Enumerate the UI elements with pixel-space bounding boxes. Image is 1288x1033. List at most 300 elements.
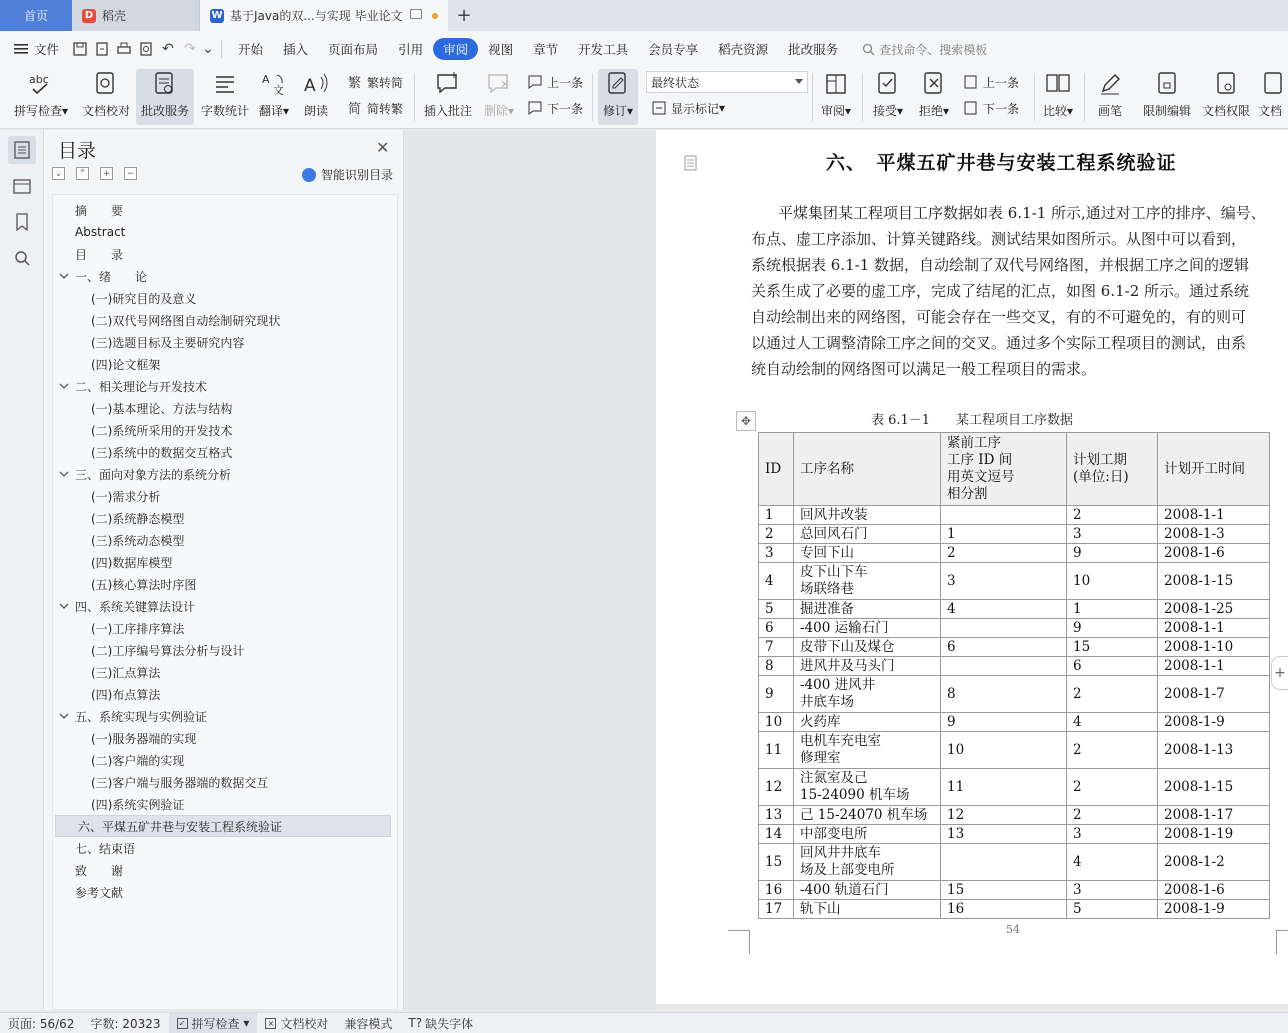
print-preview-icon[interactable]: [135, 38, 157, 60]
document-more-label: 文档: [1258, 104, 1283, 118]
daoke-logo-icon: D: [82, 9, 96, 23]
table-cell: 11: [941, 769, 1067, 806]
table-cell: 4: [1067, 844, 1158, 881]
table-header-row: [759, 433, 1270, 506]
trad-to-simp-button[interactable]: [346, 72, 403, 92]
paragraph-line: 布点、虚工序添加、计算关键路线。测试结果如图所示。从图中可以看到，: [751, 230, 1247, 248]
tab-home-label: 首页: [23, 9, 48, 23]
prev-comment-button[interactable]: [526, 72, 583, 92]
proofread-button[interactable]: [78, 69, 134, 125]
table-cell: 13: [941, 825, 1067, 844]
toc-item[interactable]: [53, 617, 389, 639]
process-data-table: [758, 432, 1270, 919]
menu-correction[interactable]: [778, 38, 848, 60]
table-cell: 2008-1-1: [1158, 657, 1270, 676]
table-cell: 2: [1067, 769, 1158, 806]
table-cell: 13: [759, 806, 794, 825]
accept-label: 接受▾: [872, 104, 904, 118]
toc-item[interactable]: [53, 221, 389, 243]
translate-label: 翻译▾: [258, 104, 290, 118]
show-markup-button[interactable]: 显示标记 ▾: [650, 98, 725, 118]
menu-view[interactable]: [478, 38, 523, 60]
toc-item-label: (二)系统所采用的开发技术: [91, 423, 233, 438]
missing-font-label: 缺失字体: [425, 1016, 474, 1031]
toc-item[interactable]: [53, 265, 389, 287]
table-row: [759, 900, 1270, 919]
ribbon-separator: [414, 73, 415, 121]
svg-text:繁: 繁: [348, 76, 362, 90]
accept-icon: [873, 69, 903, 99]
toc-item[interactable]: [53, 309, 389, 331]
table-cell: 4: [941, 600, 1067, 619]
toc-item[interactable]: [53, 529, 389, 551]
menu-layout[interactable]: [318, 38, 388, 60]
more-quick-icon[interactable]: ⌄: [202, 41, 214, 57]
tab-document-label: 基于Java的双...与实现 毕业论文: [230, 9, 403, 23]
toc-item[interactable]: [53, 859, 389, 881]
delete-comment-label: 删除▾: [483, 104, 515, 118]
table-cell: 2: [1067, 676, 1158, 713]
toc-item[interactable]: [53, 375, 389, 397]
document-permission-label: 文档权限: [1201, 104, 1250, 118]
correction-service-button[interactable]: [136, 69, 194, 125]
table-cell: 2008-1-13: [1158, 732, 1270, 769]
table-cell: 3: [759, 544, 794, 563]
table-cell: 2008-1-6: [1158, 881, 1270, 900]
toc-item[interactable]: [53, 595, 389, 617]
toc-item[interactable]: [53, 353, 389, 375]
table-cell: 5: [759, 600, 794, 619]
toc-item[interactable]: [53, 639, 389, 661]
toc-item-label: 目 录: [75, 247, 124, 262]
table-cell: [941, 619, 1067, 638]
table-cell: 3: [1067, 825, 1158, 844]
page-number: 54: [1006, 923, 1020, 936]
accept-button[interactable]: [868, 69, 908, 125]
font-icon: T?: [408, 1016, 423, 1030]
prev-change-label: 上一条: [983, 75, 1020, 90]
spell-check-button[interactable]: [10, 69, 72, 125]
expand-right-panel-button[interactable]: +: [1271, 656, 1288, 690]
prev-change-button[interactable]: [962, 72, 1019, 92]
find-icon[interactable]: [8, 244, 36, 272]
table-cell: 1: [1067, 600, 1158, 619]
chevron-down-icon[interactable]: [59, 469, 69, 479]
document-more-icon: [1258, 69, 1288, 99]
paragraph-line: 以通过人工调整清除工序之间的交叉。通过多个实际工程项目的测试，由系: [751, 334, 1247, 352]
table-cell: 2008-1-1: [1158, 619, 1270, 638]
correction-service-icon: [150, 69, 180, 99]
table-row: [759, 544, 1270, 563]
table-cell: 火药库: [794, 713, 941, 732]
save-icon[interactable]: [69, 38, 91, 60]
table-cell: 9: [759, 676, 794, 713]
toc-list: [52, 194, 398, 1010]
toc-item-label: (三)汇点算法: [91, 665, 161, 680]
translate-button[interactable]: [256, 69, 292, 125]
toc-item[interactable]: [53, 683, 389, 705]
export-pdf-icon[interactable]: [91, 38, 113, 60]
toc-item[interactable]: [53, 485, 389, 507]
chevron-down-icon[interactable]: [59, 601, 69, 611]
track-changes-icon: [603, 69, 633, 99]
toc-item-label: (三)选题目标及主要研究内容: [91, 335, 245, 350]
menu-review[interactable]: [433, 38, 478, 60]
table-cell: 回风井改装: [794, 506, 941, 525]
undo-icon[interactable]: ↶: [162, 41, 174, 57]
chevron-down-icon[interactable]: [59, 381, 69, 391]
toc-item[interactable]: [53, 331, 389, 353]
table-cell: 皮带下山及煤仓: [794, 638, 941, 657]
toc-nav-icon[interactable]: [8, 136, 36, 164]
plus-icon: +: [456, 5, 472, 26]
delete-comment-button[interactable]: [480, 69, 518, 125]
collapse-all-icon[interactable]: ⌄: [52, 167, 65, 180]
table-row: [759, 881, 1270, 900]
toc-item[interactable]: [53, 419, 389, 441]
page-indicator[interactable]: [0, 1013, 82, 1033]
toc-item[interactable]: [53, 749, 389, 771]
svg-text:A: A: [304, 76, 316, 96]
table-cell: 9: [941, 713, 1067, 732]
menu-start[interactable]: [228, 38, 273, 60]
simp-to-trad-label: 简转繁: [367, 101, 404, 116]
menu-bar: [0, 31, 1288, 67]
table-row: [759, 563, 1270, 600]
menu-devtools[interactable]: [568, 38, 638, 60]
toc-item[interactable]: [53, 507, 389, 529]
table-cell: [941, 844, 1067, 881]
table-cell: 进风井及马头门: [794, 657, 941, 676]
crop-mark: [1276, 930, 1288, 954]
tab-document[interactable]: [200, 0, 448, 31]
toc-item[interactable]: [53, 287, 389, 309]
review-ribbon: [0, 67, 1288, 129]
compare-label: 比较▾: [1042, 104, 1074, 118]
table-cell: 总回风石门: [794, 525, 941, 544]
new-tab-button[interactable]: [448, 0, 480, 31]
insert-comment-button[interactable]: [420, 69, 476, 125]
document-permission-icon: [1211, 69, 1241, 99]
toc-item-label: (三)系统中的数据交互格式: [91, 445, 233, 460]
chapter-nav-icon[interactable]: [8, 172, 36, 200]
ribbon-separator: [862, 73, 863, 121]
check-icon: ✓: [177, 1018, 188, 1029]
paragraph-line: 平煤集团某工程项目工序数据如表 6.1-1 所示,通过对工序的排序、编号、: [778, 204, 1266, 222]
toc-item[interactable]: [53, 199, 389, 221]
menu-member-label: 会员专享: [648, 42, 699, 57]
table-row: [759, 657, 1270, 676]
toc-item[interactable]: [53, 727, 389, 749]
table-cell: 1: [941, 525, 1067, 544]
toc-item-label: (一)研究目的及意义: [91, 291, 197, 306]
menu-chapter[interactable]: [523, 38, 568, 60]
table-row: [759, 732, 1270, 769]
correction-service-label: 批改服务: [140, 104, 189, 118]
table-cell: 5: [1067, 900, 1158, 919]
tab-bar: [0, 0, 1288, 31]
table-row: [759, 676, 1270, 713]
table-cell: 17: [759, 900, 794, 919]
left-nav-bar: [0, 130, 44, 1010]
table-move-handle[interactable]: ✥: [736, 411, 756, 431]
toc-item-label: 参考文献: [75, 885, 124, 900]
table-row: [759, 619, 1270, 638]
document-page: [656, 130, 1288, 1004]
menu-review-label: 审阅: [443, 42, 469, 57]
markup-state-select[interactable]: [646, 71, 808, 93]
markup-state-value: 最终状态: [651, 75, 700, 90]
show-markup-icon: [650, 99, 668, 117]
toc-item-label: 七、结束语: [75, 841, 136, 856]
command-search[interactable]: [862, 41, 987, 58]
table-cell: 专回下山: [794, 544, 941, 563]
bookmark-icon[interactable]: [8, 208, 36, 236]
monitor-icon[interactable]: [410, 9, 422, 19]
crop-mark: [728, 930, 750, 954]
menu-insert-label: 插入: [283, 42, 309, 57]
expand-up-icon[interactable]: ⌃: [76, 167, 89, 180]
reject-icon: [919, 69, 949, 99]
proofread-icon: [91, 69, 121, 99]
table-cell: 6: [759, 619, 794, 638]
table-cell: 6: [1067, 657, 1158, 676]
table-cell: 2008-1-17: [1158, 806, 1270, 825]
table-cell: 15: [759, 844, 794, 881]
table-header-cell: 工序名称: [794, 433, 941, 506]
toc-panel: [44, 130, 404, 1010]
table-cell: 2008-1-1: [1158, 506, 1270, 525]
menu-layout-label: 页面布局: [328, 42, 379, 57]
pen-button[interactable]: [1090, 69, 1130, 125]
table-cell: 8: [759, 657, 794, 676]
missing-font[interactable]: [400, 1013, 481, 1033]
table-cell: 10: [941, 732, 1067, 769]
toc-item-label: 一、绪 论: [75, 269, 148, 284]
toc-item-label: 四、系统关键算法设计: [75, 599, 196, 614]
menu-references-label: 引用: [398, 42, 424, 57]
word-count-button[interactable]: [198, 69, 252, 125]
table-cell: -400 轨道石门: [794, 881, 941, 900]
table-cell: 2: [1067, 806, 1158, 825]
chevron-down-icon: [795, 79, 803, 84]
table-cell: 2008-1-25: [1158, 600, 1270, 619]
toc-item[interactable]: [53, 573, 389, 595]
table-cell: 12: [941, 806, 1067, 825]
toc-item[interactable]: [53, 243, 389, 265]
spell-check-icon: [26, 69, 56, 99]
toc-item-label: 摘 要: [75, 203, 124, 218]
toc-item-label: (三)系统动态模型: [91, 533, 185, 548]
proofread-small-icon: ×: [265, 1018, 276, 1029]
toc-item-label: (二)工序编号算法分析与设计: [91, 643, 245, 658]
toc-item[interactable]: [53, 793, 389, 815]
document-more-button[interactable]: [1258, 69, 1288, 125]
table-cell: 15: [1067, 638, 1158, 657]
paragraph-line: 自动绘制出来的网络图，可能会存在一些交叉，有的不可避免的，有的则可: [751, 308, 1247, 326]
reject-button[interactable]: [914, 69, 954, 125]
ribbon-separator: [1034, 73, 1035, 121]
simp-to-trad-button[interactable]: [346, 98, 403, 118]
word-count-label: 字数统计: [200, 104, 249, 118]
toc-item[interactable]: [55, 815, 391, 837]
add-level-icon[interactable]: +: [100, 167, 113, 180]
chevron-down-icon[interactable]: [59, 271, 69, 281]
toc-item[interactable]: [53, 441, 389, 463]
toc-item[interactable]: [53, 705, 389, 727]
compare-icon: [1043, 69, 1073, 99]
toc-item-label: (三)客户端与服务器端的数据交互: [91, 775, 269, 790]
toc-item-label: 致 谢: [75, 863, 124, 878]
menu-chapter-label: 章节: [533, 42, 559, 57]
trad-simp-icon: [346, 73, 364, 91]
table-header-cell: 计划开工时间: [1158, 433, 1270, 506]
table-row: [759, 769, 1270, 806]
table-row: [759, 638, 1270, 657]
compat-mode-label: 兼容模式: [344, 1016, 393, 1031]
menu-view-label: 视图: [488, 42, 514, 57]
show-markup-label: 显示标记: [671, 101, 720, 116]
toc-item[interactable]: [53, 771, 389, 793]
compat-mode[interactable]: [336, 1013, 400, 1033]
table-cell: 16: [759, 881, 794, 900]
next-change-icon: [962, 99, 980, 117]
menu-insert[interactable]: [273, 38, 318, 60]
toc-item-label: (四)数据库模型: [91, 555, 173, 570]
smart-toc-button[interactable]: [302, 166, 393, 183]
toc-item-label: (一)基本理论、方法与结构: [91, 401, 233, 416]
table-cell: [941, 506, 1067, 525]
read-aloud-label: 朗读: [303, 104, 328, 118]
table-cell: 2008-1-2: [1158, 844, 1270, 881]
toc-item-label: Abstract: [75, 225, 126, 239]
status-spell-check[interactable]: ✓ 拼写检查 ▾: [169, 1013, 258, 1033]
menu-daoke-resources-label: 稻壳资源: [718, 42, 769, 57]
table-cell: 9: [1067, 544, 1158, 563]
toc-item[interactable]: [53, 463, 389, 485]
svg-text:A: A: [262, 73, 270, 86]
menu-references[interactable]: [388, 38, 433, 60]
word-count-icon: [210, 69, 240, 99]
close-icon[interactable]: ✕: [376, 138, 390, 157]
page-menu-icon[interactable]: [684, 155, 698, 171]
review-pane-icon: [821, 69, 851, 99]
restrict-editing-button[interactable]: [1138, 69, 1196, 125]
proofread-label: 文档校对: [81, 104, 130, 118]
table-row: [759, 806, 1270, 825]
table-cell: 15: [941, 881, 1067, 900]
chevron-down-icon[interactable]: [59, 711, 69, 721]
table-cell: 己 15-24070 机车场: [794, 806, 941, 825]
table-cell: 14: [759, 825, 794, 844]
status-spell-check-label: 拼写检查: [191, 1016, 240, 1031]
table-row: [759, 844, 1270, 881]
next-change-label: 下一条: [983, 101, 1020, 116]
trad-to-simp-label: 繁转简: [367, 75, 404, 90]
word-count-indicator[interactable]: [82, 1013, 168, 1033]
table-header-cell: ID: [759, 433, 794, 506]
prev-comment-label: 上一条: [547, 75, 584, 90]
toc-item[interactable]: [53, 551, 389, 573]
toc-item-label: (四)布点算法: [91, 687, 161, 702]
paragraph-line: 系统根据表 6.1-1 数据，自动绘制了双代号网络图，并根据工序之间的逻辑: [751, 256, 1250, 274]
toc-item-label: (五)核心算法时序图: [91, 577, 197, 592]
tab-daoke-label: 稻壳: [102, 9, 127, 23]
table-cell: 注氮室及己 15-24090 机车场: [794, 769, 941, 806]
toc-item[interactable]: [53, 661, 389, 683]
toc-item-label: (四)论文框架: [91, 357, 161, 372]
table-cell: 2: [759, 525, 794, 544]
word-count-indicator-label: 字数: 20323: [90, 1016, 161, 1031]
table-cell: 2: [1067, 506, 1158, 525]
next-comment-button[interactable]: [526, 98, 583, 118]
table-cell: 皮下山下车 场联络巷: [794, 563, 941, 600]
file-menu[interactable]: [0, 38, 69, 60]
toc-item-label: 二、相关理论与开发技术: [75, 379, 208, 394]
track-changes-button[interactable]: [598, 69, 638, 125]
table-cell: 10: [759, 713, 794, 732]
compare-button[interactable]: [1038, 69, 1078, 125]
toc-item[interactable]: [53, 397, 389, 419]
menu-devtools-label: 开发工具: [578, 42, 629, 57]
print-icon[interactable]: [113, 38, 135, 60]
track-changes-label: 修订▾: [602, 104, 634, 118]
menu-daoke-resources[interactable]: [708, 38, 778, 60]
menu-start-label: 开始: [238, 42, 264, 57]
table-cell: 16: [941, 900, 1067, 919]
pen-label: 画笔: [1097, 104, 1122, 118]
tab-home[interactable]: [0, 0, 72, 31]
table-cell: 掘进准备: [794, 600, 941, 619]
toc-item-label: 六、平煤五矿井巷与安装工程系统验证: [78, 819, 283, 834]
next-change-button[interactable]: [962, 98, 1019, 118]
svg-text:简: 简: [348, 102, 362, 116]
table-header-cell: 计划工期 (单位:日): [1067, 433, 1158, 506]
redo-icon[interactable]: ↷: [184, 41, 196, 57]
remove-level-icon[interactable]: −: [124, 167, 137, 180]
next-comment-icon: [526, 99, 544, 117]
review-pane-button[interactable]: [816, 69, 856, 125]
table-row: [759, 713, 1270, 732]
toc-item[interactable]: [53, 837, 389, 859]
paragraph-line: 统自动绘制的网络图可以满足一般工程项目的需求。: [751, 360, 1097, 378]
read-aloud-button[interactable]: [298, 69, 334, 125]
toc-item-label: 五、系统实现与实例验证: [75, 709, 208, 724]
table-row: [759, 825, 1270, 844]
table-row: [759, 506, 1270, 525]
table-cell: -400 运输石门: [794, 619, 941, 638]
menu-member[interactable]: [638, 38, 708, 60]
table-cell: 2008-1-7: [1158, 676, 1270, 713]
table-cell: 2008-1-9: [1158, 900, 1270, 919]
table-cell: 电机车充电室 修理室: [794, 732, 941, 769]
status-proofread[interactable]: [257, 1013, 336, 1033]
toc-item-label: (二)系统静态模型: [91, 511, 185, 526]
toc-item-label: (二)双代号网络图自动绘制研究现状: [91, 313, 281, 328]
table-cell: 4: [759, 563, 794, 600]
review-pane-label: 审阅▾: [820, 104, 852, 118]
simp-trad-icon: [346, 99, 364, 117]
prev-change-icon: [962, 73, 980, 91]
tab-daoke[interactable]: [72, 0, 200, 31]
status-bar: [0, 1012, 1288, 1033]
table-cell: 3: [941, 563, 1067, 600]
toc-item[interactable]: [53, 881, 389, 903]
table-cell: 1: [759, 506, 794, 525]
unsaved-dot-icon: [432, 13, 438, 19]
table-cell: [941, 657, 1067, 676]
document-permission-button[interactable]: [1198, 69, 1254, 125]
